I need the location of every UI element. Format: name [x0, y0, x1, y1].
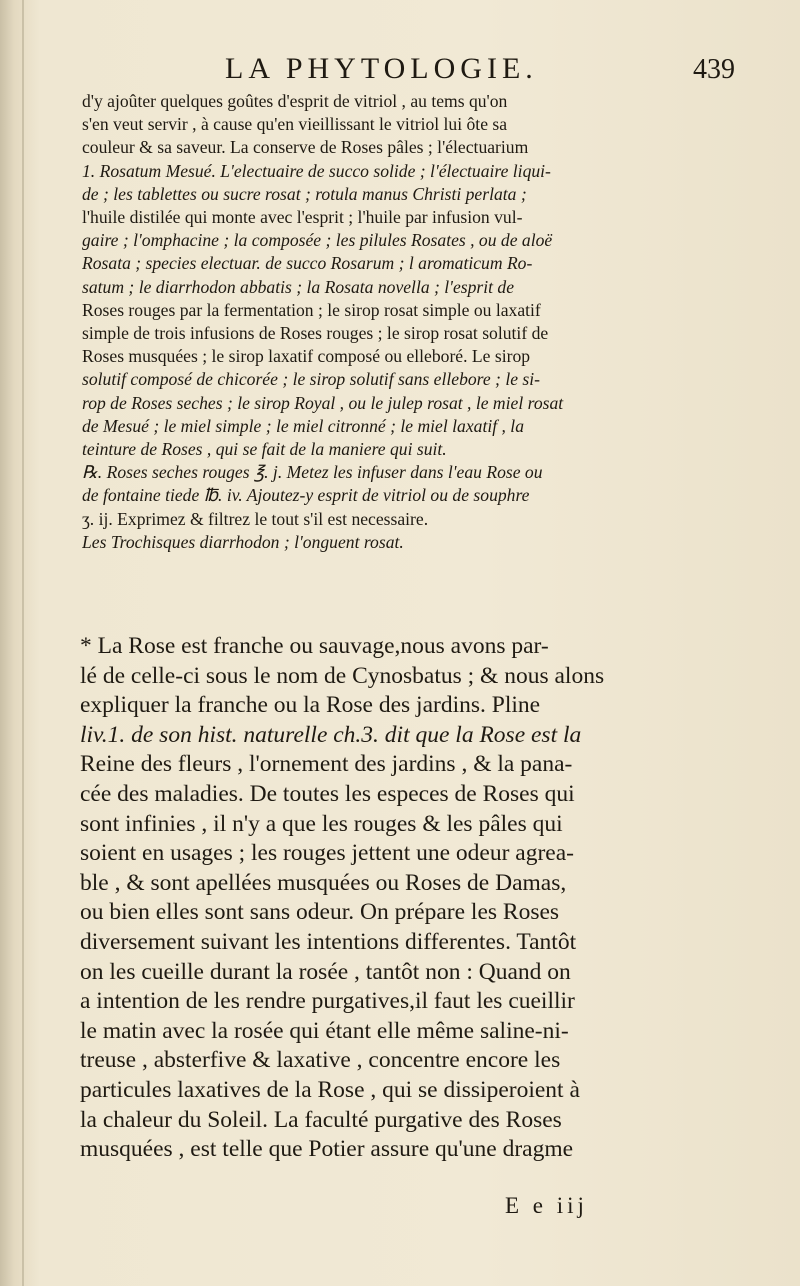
notes-line: Les Trochisques diarrhodon ; l'onguent rosat.: [82, 531, 404, 552]
body-line: le matin avec la rosée qui étant elle même saline-ni-: [80, 1017, 569, 1044]
notes-line: l'huile distilée qui monte avec l'esprit ; l'huile par infusion vul-: [82, 207, 523, 228]
notes-line: Roses musquées ; le sirop laxatif composé ou elleboré. Le sirop: [82, 346, 531, 367]
signature-mark: E e iij: [505, 1193, 588, 1218]
notes-line: ℞. Roses seches rouges ℥. j. Metez les infuser dans l'eau Rose ou: [82, 462, 543, 483]
body-line: a intention de les rendre purgatives,il faut les cueillir: [80, 988, 575, 1015]
body-line: * La Rose est franche ou sauvage,nous avons par-: [80, 633, 549, 659]
body-line: on les cueille durant la rosée , tantôt non : Quand on: [80, 958, 571, 985]
notes-line: ʒ. ij. Exprimez & filtrez le tout s'il est necessaire.: [82, 508, 429, 529]
notes-line: satum ; le diarrhodon abbatis ; la Rosata novella ; l'esprit de: [82, 276, 515, 297]
page-header: [225, 52, 735, 92]
body-line: cée des maladies. De toutes les especes de Roses qui: [80, 780, 575, 807]
body-line: lé de celle-ci sous le nom de Cynosbatus ; & nous alons: [80, 662, 605, 689]
notes-line: Rosata ; species electuar. de succo Rosarum ; l aromaticum Ro-: [82, 253, 533, 274]
notes-line: de ; les tablettes ou sucre rosat ; rotula manus Christi perlata ;: [82, 183, 527, 204]
binding-gutter: [22, 0, 24, 1286]
notes-line: de fontaine tiede ℔. iv. Ajoutez-y esprit de vitriol ou de souphre: [82, 485, 530, 506]
body-line: sont infinies , il n'y a que les rouges & les pâles qui: [80, 810, 563, 837]
body-line: particules laxatives de la Rose , qui se dissiperoient à: [80, 1076, 580, 1103]
body-line: soient en usages ; les rouges jettent une odeur agrea-: [80, 840, 574, 867]
notes-line: couleur & sa saveur. La conserve de Roses pâles ; l'électuarium: [82, 137, 529, 158]
notes-line: de Mesué ; le miel simple ; le miel citronné ; le miel laxatif , la: [82, 415, 524, 436]
notes-line: s'en veut servir , à cause qu'en vieillissant le vitriol lui ôte sa: [82, 114, 508, 135]
body-line: ou bien elles sont sans odeur. On prépare les Roses: [80, 899, 560, 926]
body-line: musquées , est telle que Potier assure qu'une dragme: [80, 1136, 574, 1163]
notes-line: simple de trois infusions de Roses rouges ; le sirop rosat solutif de: [82, 323, 549, 344]
notes-line: d'y ajoûter quelques goûtes d'esprit de vitriol , au tems qu'on: [82, 91, 508, 111]
body-line: liv.1. de son hist. naturelle ch.3. dit que la Rose est la: [80, 721, 582, 748]
body-line: la chaleur du Soleil. La faculté purgative des Roses: [80, 1106, 562, 1133]
notes-line: solutif composé de chicorée ; le sirop solutif sans ellebore ; le si-: [82, 369, 541, 390]
notes-line: Roses rouges par la fermentation ; le sirop rosat simple ou laxatif: [82, 299, 541, 320]
notes-line: 1. Rosatum Mesué. L'electuaire de succo solide ; l'électuaire liqui-: [82, 160, 551, 181]
notes-block: [82, 90, 742, 554]
main-paragraph: [80, 632, 745, 1165]
running-head: LA PHYTOLOGIE.: [225, 52, 538, 85]
body-line: expliquer la franche ou la Rose des jardins. Pline: [80, 692, 541, 719]
notes-line: rop de Roses seches ; le sirop Royal , ou le julep rosat , le miel rosat: [82, 392, 564, 413]
body-line: ble , & sont apellées musquées ou Roses de Damas,: [80, 869, 567, 896]
notes-line: gaire ; l'omphacine ; la composée ; les pilules Rosates , ou de aloë: [82, 230, 553, 251]
notes-line: teinture de Roses , qui se fait de la maniere qui suit.: [82, 439, 447, 460]
page-number: 439: [693, 54, 735, 85]
body-line: treuse , absterfive & laxative , concentre encore les: [80, 1047, 561, 1074]
body-line: diversement suivant les intentions differentes. Tantôt: [80, 928, 577, 955]
body-line: Reine des fleurs , l'ornement des jardins , & la pana-: [80, 751, 573, 778]
